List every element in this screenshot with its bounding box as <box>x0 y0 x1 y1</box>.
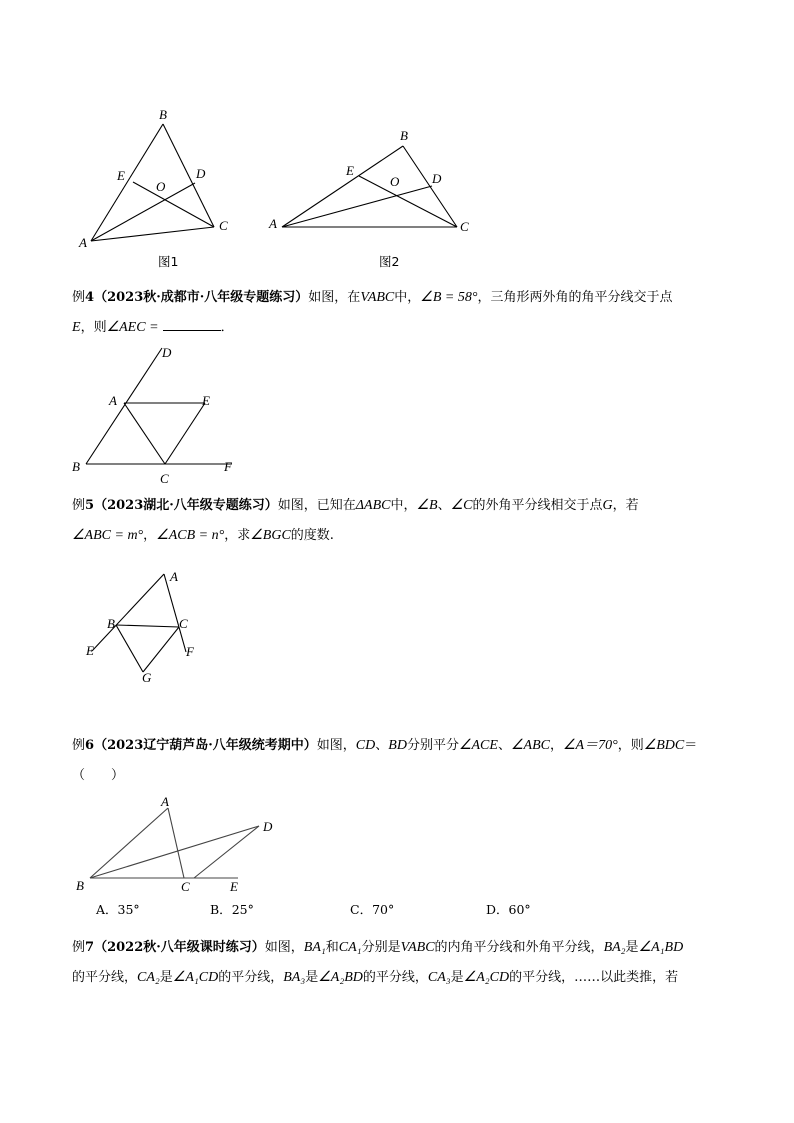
example-source: （2023湖北·八年级专题练习） <box>94 498 278 513</box>
asked-angle: ∠AEC = <box>106 320 159 335</box>
point-label-g: G <box>142 670 152 685</box>
point-label-b: B <box>400 128 408 143</box>
example-5-line-1 <box>72 491 732 521</box>
given-angle: ∠B = 58° <box>420 290 478 305</box>
example-5-line-2 <box>72 521 732 551</box>
text: ， <box>549 738 563 753</box>
given-angle: ∠ABC = m° <box>72 528 144 543</box>
example-number: 4 <box>85 290 95 305</box>
example-6-figure <box>70 792 290 902</box>
example-prefix: 例 <box>72 940 86 955</box>
text: 是 <box>450 970 464 985</box>
segment-ca2: CA₂ <box>137 970 160 985</box>
text: 是 <box>625 940 639 955</box>
example-7-text <box>72 933 732 993</box>
text: 的度数. <box>290 528 334 543</box>
angle-a2bd: ∠A₂BD <box>318 970 363 985</box>
text: ＝ <box>684 738 698 753</box>
example-6-options <box>96 900 656 922</box>
asked-angle: ∠BDC <box>643 738 685 753</box>
text: 是 <box>305 970 319 985</box>
example-4-line-2 <box>72 313 732 343</box>
point-label-e: E <box>202 393 210 408</box>
text: 、 <box>375 738 389 753</box>
example-7-line-2 <box>72 963 732 993</box>
segment-ca3: CA₃ <box>427 970 451 985</box>
text: 、 <box>437 498 451 513</box>
point-label-e: E <box>346 163 354 178</box>
figure-2 <box>262 120 482 270</box>
point-label-a: A <box>269 216 277 231</box>
segment-cd: CD <box>355 738 376 753</box>
point-symbol: G <box>602 498 613 513</box>
text: ，若 <box>612 498 639 513</box>
point-label-c: C <box>160 471 169 486</box>
point-label-o: O <box>156 179 166 194</box>
text: 分别是 <box>361 940 401 955</box>
figure-caption: 图2 <box>379 254 400 269</box>
example-number: 5 <box>85 498 95 513</box>
text: 中， <box>390 498 417 513</box>
example-prefix: 例 <box>72 738 86 753</box>
segment-ba2: BA₂ <box>603 940 626 955</box>
segment-ba3: BA₃ <box>283 970 306 985</box>
example-4-figure <box>66 340 256 486</box>
asked-angle: ∠BGC <box>250 528 291 543</box>
triangle-symbol: ΔABC <box>355 498 391 513</box>
text: ， <box>143 528 157 543</box>
segment-ba1: BA₁ <box>303 940 326 955</box>
text: 分别平分 <box>406 738 459 753</box>
point-label-d: D <box>432 171 442 186</box>
text: 的平分线， <box>362 970 428 985</box>
text: ，则 <box>80 320 107 335</box>
angle-a2cd: ∠A₂CD <box>463 970 510 985</box>
text: ，则 <box>617 738 644 753</box>
angle-c: ∠C <box>450 498 473 513</box>
text: 中， <box>394 290 421 305</box>
point-label-f: F <box>186 644 194 659</box>
example-number: 7 <box>85 940 95 955</box>
point-label-b: B <box>72 459 80 474</box>
example-7-line-1 <box>72 933 732 963</box>
point-label-b: B <box>76 878 84 893</box>
example-6-line-1 <box>72 731 732 761</box>
given-angle: ∠A＝70° <box>562 738 618 753</box>
angle-ace: ∠ACE <box>458 738 498 753</box>
angle-b: ∠B <box>416 498 438 513</box>
text: 如图，已知在 <box>277 498 356 513</box>
example-6-line-2 <box>72 761 732 791</box>
triangle-symbol: VABC <box>400 940 435 955</box>
point-label-c: C <box>179 616 188 631</box>
point-label-d: D <box>263 819 273 834</box>
point-label-c: C <box>219 218 228 233</box>
text: 、 <box>497 738 511 753</box>
text: 和 <box>325 940 339 955</box>
text: ，三角形两外角的角平分线交于点 <box>477 290 673 305</box>
example-5-figure <box>80 565 210 690</box>
example-source: （2023辽宁葫芦岛·八年级统考期中） <box>94 738 317 753</box>
angle-abc: ∠ABC <box>510 738 550 753</box>
text: 的平分线，……以此类推，若 <box>509 970 679 985</box>
text: 是 <box>159 970 173 985</box>
angle-a1cd: ∠A₁CD <box>172 970 219 985</box>
figure-1 <box>60 100 260 270</box>
point-label-d: D <box>162 345 172 360</box>
point-label-c: C <box>460 219 469 234</box>
segment-ca1: CA₁ <box>338 940 362 955</box>
given-angle: ∠ACB = n° <box>156 528 225 543</box>
point-label-f: F <box>224 459 232 474</box>
point-label-a: A <box>109 393 117 408</box>
text: ． <box>220 320 234 335</box>
example-prefix: 例 <box>72 290 86 305</box>
point-label-o: O <box>390 174 400 189</box>
point-label-c: C <box>181 879 190 894</box>
text: 的平分线， <box>218 970 284 985</box>
segment-bd: BD <box>388 738 407 753</box>
example-prefix: 例 <box>72 498 86 513</box>
example-number: 6 <box>85 738 95 753</box>
option-c[interactable]: C．70° <box>350 902 395 917</box>
example-4-line-1 <box>72 283 732 313</box>
text: 的内角平分线和外角平分线， <box>434 940 604 955</box>
point-label-a: A <box>170 569 178 584</box>
answer-parentheses: （ ） <box>72 768 125 783</box>
example-6-text <box>72 731 732 791</box>
text: 的平分线， <box>72 970 138 985</box>
option-b[interactable]: B．25° <box>210 902 254 917</box>
point-symbol: E <box>72 320 81 335</box>
point-label-e: E <box>86 643 94 658</box>
text: 的外角平分线相交于点 <box>472 498 603 513</box>
text: 如图， <box>316 738 356 753</box>
point-label-d: D <box>196 166 206 181</box>
answer-blank[interactable] <box>163 318 221 331</box>
point-label-a: A <box>161 794 169 809</box>
example-source: （2023秋·成都市·八年级专题练习） <box>94 290 309 305</box>
text: 如图， <box>264 940 304 955</box>
example-4-text <box>72 283 732 343</box>
point-label-a: A <box>79 235 87 250</box>
option-d[interactable]: D．60° <box>486 902 531 917</box>
text: 如图，在 <box>308 290 361 305</box>
text: ，求 <box>224 528 251 543</box>
figure-caption: 图1 <box>158 254 179 269</box>
point-label-e: E <box>230 879 238 894</box>
triangle-symbol: VABC <box>360 290 395 305</box>
point-label-b: B <box>107 616 115 631</box>
angle-a1bd: ∠A₁BD <box>638 940 684 955</box>
point-label-b: B <box>159 107 167 122</box>
option-a[interactable]: A．35° <box>96 902 140 917</box>
example-source: （2022秋·八年级课时练习） <box>94 940 265 955</box>
point-label-e: E <box>117 168 125 183</box>
example-5-text <box>72 491 732 551</box>
